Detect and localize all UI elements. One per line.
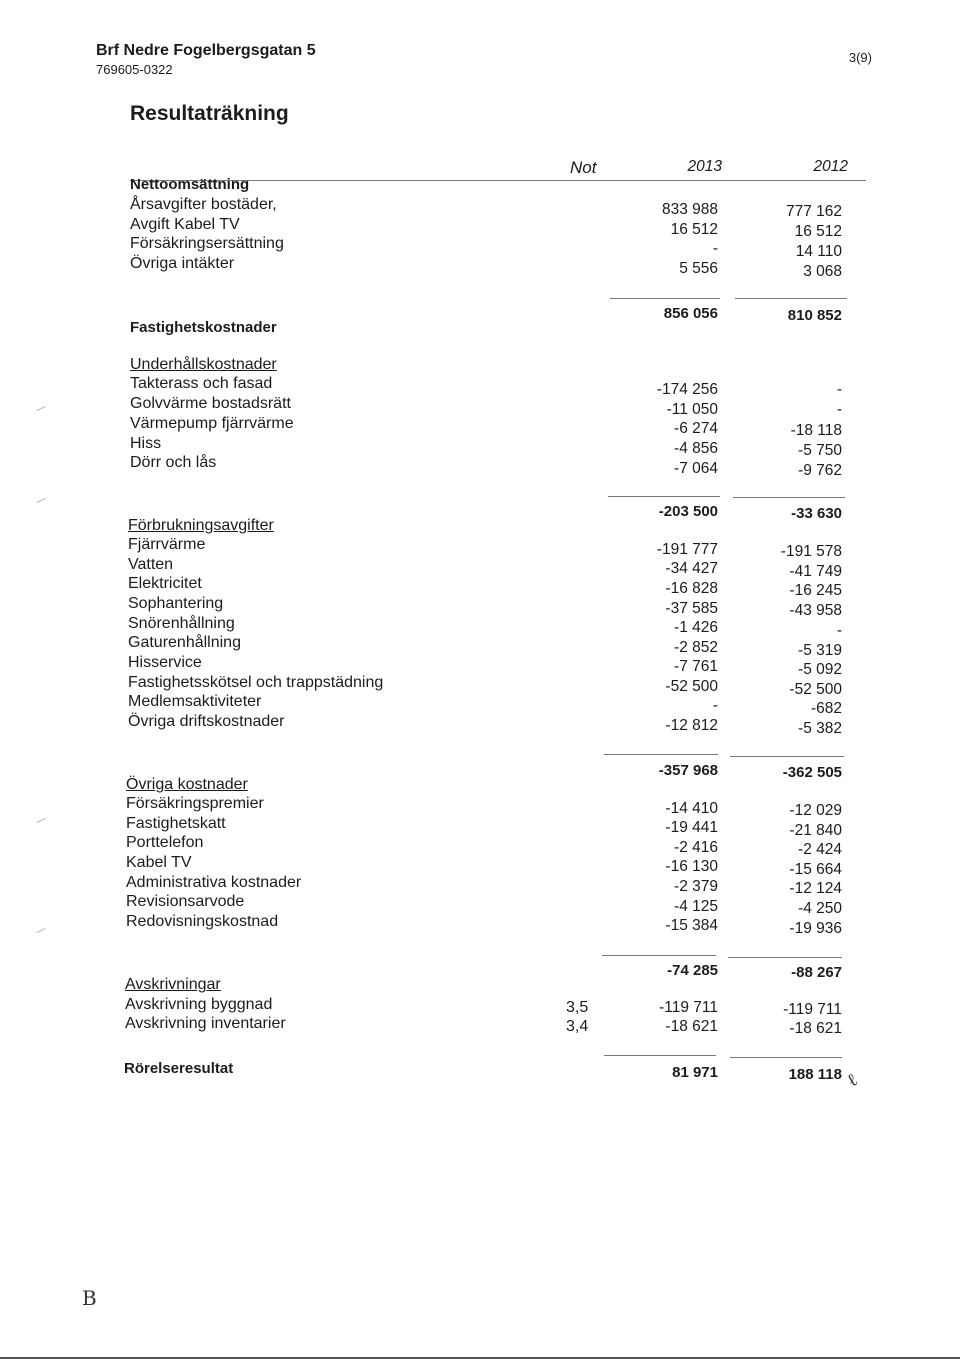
scan-edge-line	[0, 1357, 960, 1359]
row-value-2013: -4 125	[674, 898, 718, 915]
row-value-2012: -18 621	[789, 1020, 842, 1037]
handwritten-initial-icon: B	[82, 1286, 97, 1310]
subtotal-2013: -357 968	[658, 762, 718, 779]
row-value-2012: -5 319	[798, 642, 842, 659]
row-value-2013: -12 812	[665, 717, 718, 734]
row-value-2013: -7 761	[674, 658, 718, 675]
row-value-2012: -191 578	[780, 543, 842, 560]
row-label: Takterass och fasad	[130, 375, 273, 392]
row-value-2013: -7 064	[674, 460, 718, 477]
section-heading-fastighetskostnader: Fastighetskostnader	[130, 319, 277, 336]
subtotal-rule	[730, 756, 844, 757]
row-label: Hisservice	[128, 654, 202, 671]
row-value-2013: -37 585	[665, 600, 718, 617]
row-value-2012: -2 424	[798, 841, 842, 858]
row-label: Försäkringspremier	[126, 795, 264, 812]
row-label: Sophantering	[128, 595, 224, 612]
row-value-2013: -	[712, 697, 718, 714]
subsection-heading-forbrukning: Förbrukningsavgifter	[128, 517, 274, 534]
subtotal-2013: 856 056	[663, 305, 718, 322]
row-label: Snörenhållning	[128, 615, 235, 632]
row-value-2012: -	[836, 622, 842, 639]
row-value-2013: 16 512	[670, 221, 718, 238]
row-label: Övriga intäkter	[130, 255, 235, 272]
row-value-2012: -	[836, 381, 842, 398]
organization-name: Brf Nedre Fogelbergsgatan 5	[96, 42, 316, 59]
row-value-2012: 3 068	[803, 263, 842, 280]
row-value-2012: 14 110	[795, 243, 842, 260]
row-value-2012: 16 512	[794, 223, 842, 240]
subtotal-rule	[602, 955, 716, 956]
row-value-2013: -2 379	[674, 878, 718, 895]
row-label: Avgift Kabel TV	[130, 216, 240, 233]
row-value-2013: -18 621	[665, 1018, 718, 1035]
subtotal-2012: -88 267	[791, 964, 842, 981]
row-value-2013: -11 050	[666, 401, 718, 418]
row-note: 3,5	[566, 999, 589, 1016]
section-heading-nettoomsattning: Nettoomsättning	[130, 176, 250, 193]
row-value-2012: 777 162	[785, 203, 842, 220]
row-value-2013: -174 256	[656, 381, 718, 398]
subtotal-2013: -74 285	[667, 962, 718, 979]
row-label: Gaturenhållning	[128, 634, 241, 651]
row-label: Elektricitet	[128, 575, 202, 592]
subtotal-rule	[608, 496, 720, 497]
row-label: Avskrivning inventarier	[125, 1015, 286, 1032]
result-rule	[604, 1055, 716, 1056]
row-value-2013: -14 410	[665, 800, 718, 817]
row-value-2012: -15 664	[789, 861, 842, 878]
rorelseresultat-label: Rörelseresultat	[124, 1060, 234, 1077]
subtotal-rule	[610, 298, 720, 299]
row-label: Redovisningskostnad	[126, 913, 279, 930]
row-label: Revisionsarvode	[126, 893, 245, 910]
column-header-2012: 2012	[813, 158, 848, 175]
organization-number: 769605-0322	[96, 62, 173, 77]
rorelseresultat-2013: 81 971	[672, 1064, 718, 1081]
row-value-2012: -52 500	[789, 681, 842, 698]
row-value-2013: -52 500	[665, 678, 718, 695]
subtotal-rule	[728, 957, 842, 958]
row-value-2013: 833 988	[661, 201, 718, 218]
row-value-2012: -119 711	[783, 1001, 842, 1018]
row-value-2013: -	[712, 240, 718, 257]
row-value-2012: -19 936	[789, 920, 842, 937]
row-label: Hiss	[130, 435, 162, 452]
row-label: Avskrivning byggnad	[125, 996, 273, 1013]
row-value-2012: -682	[810, 700, 842, 717]
row-value-2012: -5 750	[798, 442, 842, 459]
row-label: Försäkringsersättning	[130, 235, 284, 252]
row-label: Fastighetskatt	[126, 815, 226, 832]
subtotal-rule	[733, 497, 845, 498]
row-value-2012: -12 124	[789, 880, 842, 897]
row-value-2013: -191 777	[656, 541, 718, 558]
row-value-2013: -2 852	[674, 639, 718, 656]
page-title: Resultaträkning	[130, 102, 289, 125]
scan-mark	[36, 928, 45, 933]
row-value-2013: -19 441	[665, 819, 718, 836]
row-value-2012: -9 762	[798, 462, 842, 479]
row-value-2013: -34 427	[665, 560, 718, 577]
subtotal-rule	[735, 298, 847, 299]
row-note: 3,4	[566, 1018, 589, 1035]
row-label: Värmepump fjärrvärme	[130, 415, 294, 432]
row-value-2013: -16 828	[665, 580, 718, 597]
scan-mark	[36, 406, 45, 411]
row-value-2012: -18 118	[790, 422, 842, 439]
rorelseresultat-2012: 188 118	[788, 1066, 842, 1083]
row-value-2012: -4 250	[798, 900, 842, 917]
row-label: Övriga driftskostnader	[128, 713, 285, 730]
row-value-2012: -5 092	[798, 661, 842, 678]
subtotal-2012: -33 630	[791, 505, 842, 522]
row-value-2012: -5 382	[798, 720, 842, 737]
row-value-2013: -4 856	[674, 440, 718, 457]
subsection-heading-avskrivningar: Avskrivningar	[125, 976, 221, 993]
row-value-2012: -	[836, 401, 842, 418]
row-label: Dörr och lås	[130, 454, 217, 471]
row-value-2013: -16 130	[665, 858, 718, 875]
row-value-2013: 5 556	[679, 260, 718, 277]
scan-mark	[36, 818, 45, 823]
row-value-2012: -21 840	[789, 822, 842, 839]
row-value-2012: -41 749	[789, 563, 842, 580]
handwritten-initial-icon: ℓ	[843, 1069, 862, 1092]
scan-mark	[36, 498, 45, 503]
row-value-2012: -12 029	[789, 802, 842, 819]
row-label: Kabel TV	[126, 854, 192, 871]
row-label: Fjärrvärme	[128, 536, 206, 553]
row-label: Årsavgifter bostäder,	[130, 196, 277, 213]
column-header-note: Not	[570, 158, 597, 177]
row-label: Golvvärme bostadsrätt	[130, 395, 291, 412]
subtotal-2012: 810 852	[787, 307, 842, 324]
subsection-heading-underhall: Underhållskostnader	[130, 356, 277, 373]
page-number: 3(9)	[848, 50, 872, 65]
row-value-2012: -43 958	[789, 602, 842, 619]
result-rule	[730, 1057, 842, 1058]
subtotal-2012: -362 505	[782, 764, 842, 781]
subsection-heading-ovriga: Övriga kostnader	[126, 776, 248, 793]
row-value-2013: -1 426	[674, 619, 718, 636]
subtotal-2013: -203 500	[658, 503, 718, 520]
subtotal-rule	[604, 754, 718, 755]
column-header-2013: 2013	[687, 158, 722, 175]
row-label: Medlemsaktiviteter	[128, 693, 262, 710]
row-value-2013: -6 274	[674, 420, 718, 437]
row-value-2013: -15 384	[665, 917, 718, 934]
row-value-2012: -16 245	[789, 582, 842, 599]
row-label: Administrativa kostnader	[126, 874, 302, 891]
row-label: Vatten	[128, 556, 174, 573]
row-value-2013: -2 416	[674, 839, 718, 856]
row-label: Fastighetsskötsel och trappstädning	[128, 674, 384, 691]
row-label: Porttelefon	[126, 834, 204, 851]
row-value-2013: -119 711	[659, 999, 718, 1016]
